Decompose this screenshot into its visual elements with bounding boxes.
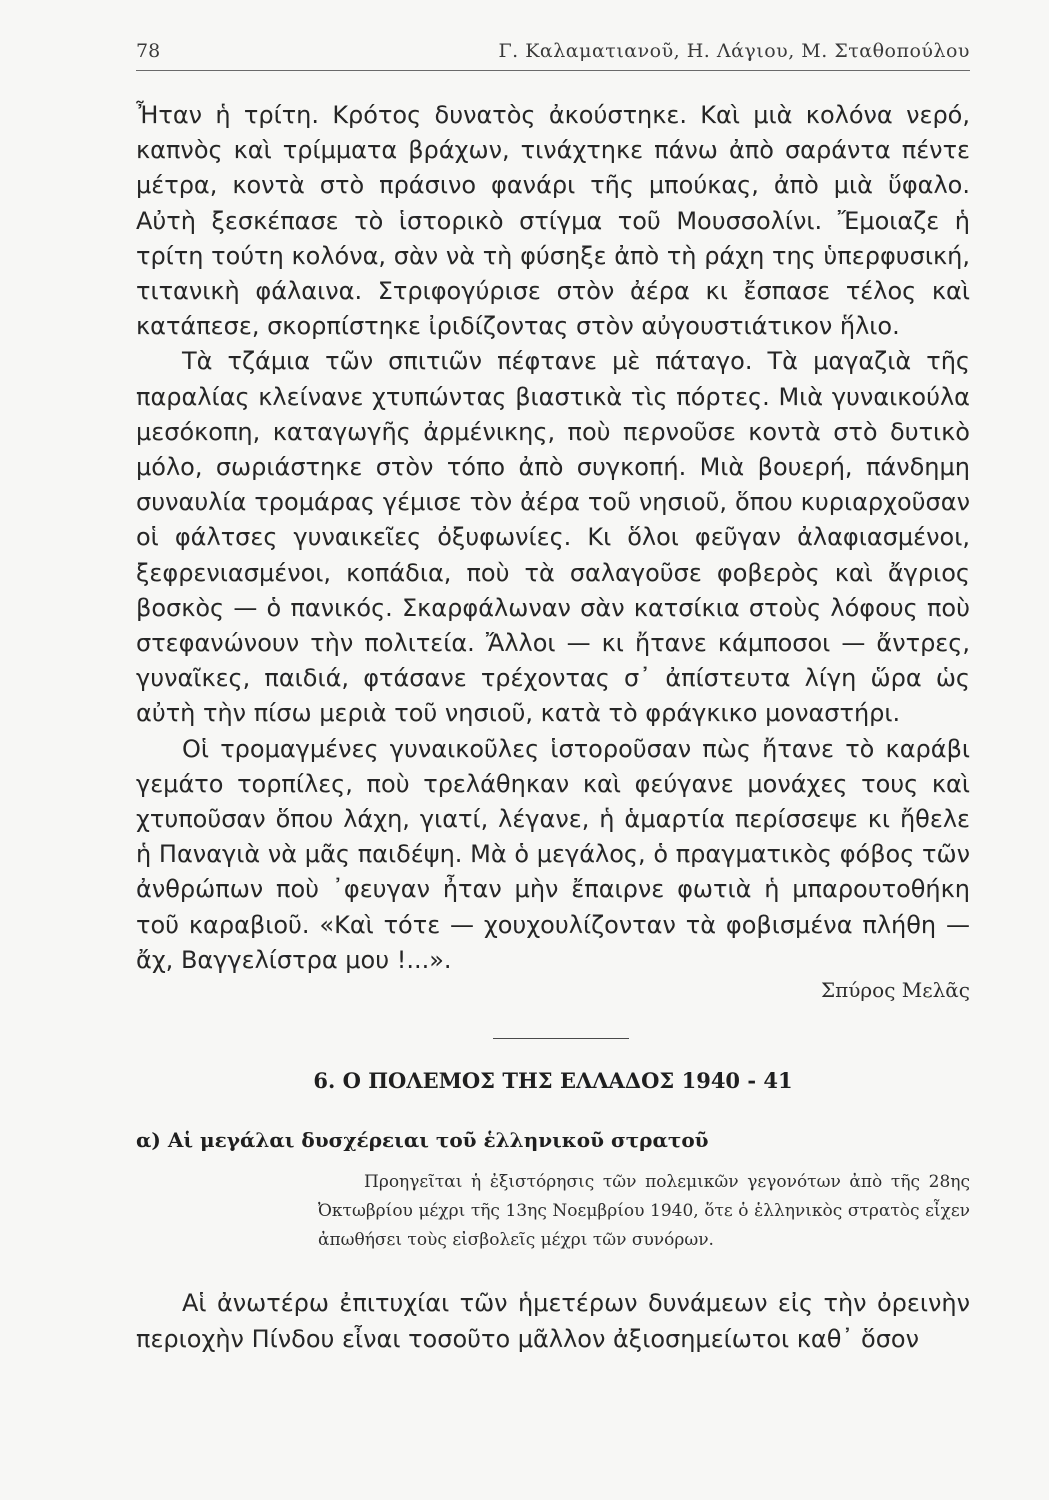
running-head	[136, 40, 970, 72]
story-paragraph-3: Οἱ τρομαγμένες γυναικοῦλες ἱστοροῦσαν πὼς ἤτανε τὸ καράβι γεμάτο τορπίλες, ποὺ τρελάθηκαν καὶ φεύγανε μονάχες τους καὶ χτυποῦσαν ὅπου λάχη, γιατί, λέγανε, ἡ ἁμαρτία περίσσεψε κι ἤθελε ἡ Παναγιὰ νὰ μᾶς παιδέψη. Μὰ ὁ μεγάλος, ὁ πραγματικὸς φόβος τῶν ἀνθρώπων ποὺ ᾽φευγαν ἦταν μὴν ἔπαιρνε φωτιὰ ἡ μπαρουτοθήκη τοῦ καραβιοῦ. «Καὶ τότε — χουχουλίζονταν τὰ φοβισμένα πλήθη — ἄχ, Βαγγελίστρα μου !...».	[136, 734, 970, 974]
section-summary: Προηγεῖται ἡ ἐξιστόρησις τῶν πολεμικῶν γεγονότων ἀπὸ τῆς 28ης Ὀκτωβρίου μέχρι τῆς 13ης Νοεμβρίου 1940, ὅτε ὁ ἑλληνικὸς στρατὸς εἶχεν ἀπωθήσει τοὺς εἰσβολεῖς μέχρι τῶν συνόρων.	[318, 1172, 970, 1250]
header-rule	[136, 70, 970, 71]
author-signature: Σπύρος Μελᾶς	[820, 978, 970, 1002]
subsection-title: α) Αἱ μεγάλαι δυσχέρειαι τοῦ ἑλληνικοῦ στρατοῦ	[136, 1128, 709, 1152]
running-head-authors: Γ. Καλαματιανοῦ, Η. Λάγιου, Μ. Σταθοπούλου	[498, 40, 970, 62]
story-paragraph-2: Τὰ τζάμια τῶν σπιτιῶν πέφτανε μὲ πάταγο. Τὰ μαγαζιὰ τῆς παραλίας κλείνανε χτυπώντας βιαστικὰ τὶς πόρτες. Μιὰ γυναικούλα μεσόκοπη, καταγωγῆς ἀρμένικης, ποὺ περνοῦσε κοντὰ στὸ δυτικὸ μόλο, σωριάστηκε στὸν τόπο ἀπὸ συγκοπή. Μιὰ βουερή, πάνδημη συναυλία τρομάρας γέμισε τὸν ἀέρα τοῦ νησιοῦ, ὅπου κυριαρχοῦσαν οἱ φάλτσες γυναικεῖες ὀξυφωνίες. Κι ὅλοι φεῦγαν ἀλαφιασμένοι, ξεφρενιασμένοι, κοπάδια, ποὺ τὰ σαλαγοῦσε φοβερὸς καὶ ἄγριος βοσκὸς — ὁ πανικός. Σκαρφάλωναν σὰν κατσίκια στοὺς λόφους ποὺ στεφανώνουν τὴν πολιτεία. Ἄλλοι — κι ἤτανε κάμποσοι — ἄντρες, γυναῖκες, παιδιά, φτάσανε τρέχοντας σ᾽ ἀπίστευτα λίγη ὥρα ὡς αὐτὴ τὴν πίσω μεριὰ τοῦ νησιοῦ, κατὰ τὸ φράγκικο μοναστήρι.	[136, 347, 970, 728]
story-text	[136, 98, 970, 978]
section-title: 6. Ο ΠΟΛΕΜΟΣ ΤΗΣ ΕΛΛΑΔΟΣ 1940 - 41	[313, 1068, 793, 1093]
story-paragraph-1: Ἦταν ἡ τρίτη. Κρότος δυνατὸς ἀκούστηκε. Καὶ μιὰ κολόνα νερό, καπνὸς καὶ τρίμματα βράχων, τινάχτηκε πάνω ἀπὸ σαράντα πέντε μέτρα, κοντὰ στὸ πράσινο φανάρι τῆς μπούκας, ἀπὸ μιὰ ὕφαλο. Αὐτὴ ξεσκέπασε τὸ ἱστορικὸ στίγμα τοῦ Μουσσολίνι. Ἔμοιαζε ἡ τρίτη τούτη κολόνα, σὰν νὰ τὴ φύσηξε ἀπὸ τὴ ράχη της ὑπερφυσική, τιτανικὴ φάλαινα. Στριφογύρισε στὸν ἀέρα κι ἔσπασε τέλος καὶ κατάπεσε, σκορπίστηκε ἰριδίζοντας στὸν αὐγουστιάτικον ἥλιο.	[136, 101, 970, 341]
section-body-text: Αἱ ἀνωτέρω ἐπιτυχίαι τῶν ἡμετέρων δυνάμεων εἰς τὴν ὀρεινὴν περιοχὴν Πίνδου εἶναι τοσοῦτο μᾶλλον ἀξιοσημείωτοι καθ᾽ ὅσον	[136, 1289, 970, 1353]
section-divider	[493, 1038, 629, 1039]
page-number: 78	[136, 40, 161, 62]
